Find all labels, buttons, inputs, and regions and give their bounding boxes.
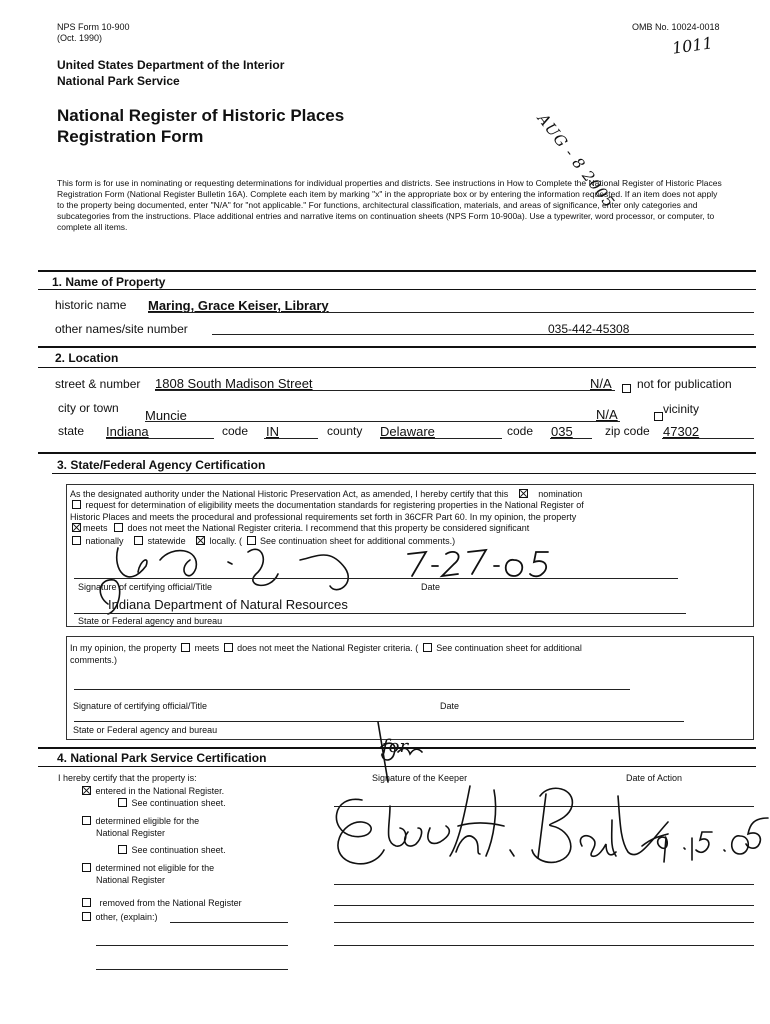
cert-para-b1a: In my opinion, the property (70, 643, 177, 653)
meets-label-b: meets (194, 643, 220, 653)
meets-checkbox[interactable] (72, 523, 81, 532)
handwritten-for-note: for (382, 736, 409, 757)
page-subtitle: Registration Form (57, 127, 204, 146)
continuation-checkbox-b[interactable] (423, 643, 432, 652)
cert-para-a2: request for determination of eligibility meets the documentation standards for registering properties in the National Register of (85, 500, 584, 510)
county-value[interactable]: Delaware (380, 424, 435, 439)
state-code-label: code (222, 424, 249, 438)
date-of-action-label: Date of Action (626, 773, 683, 783)
cert-para-b2: comments.) (70, 655, 118, 665)
zip-label: zip code (605, 424, 650, 438)
state-value[interactable]: Indiana (106, 424, 149, 439)
vicinity-label: vicinity (663, 402, 700, 416)
meets-label: meets (83, 523, 108, 533)
street-value[interactable]: 1808 South Madison Street (155, 376, 313, 391)
na-publication: N/A (590, 376, 612, 391)
eligible-label: determined eligible for the (95, 816, 200, 826)
nationally-label: nationally (85, 536, 124, 546)
zip-value[interactable]: 47302 (663, 424, 700, 439)
entered-continuation-checkbox[interactable] (118, 798, 127, 807)
agency-name: National Park Service (57, 74, 180, 88)
department-name: United States Department of the Interior (57, 58, 285, 72)
section3-heading: 3. State/Federal Agency Certification (57, 458, 266, 472)
cert-para-b1c: does not meet the National Register criteria. ( (237, 643, 419, 653)
other-names-label: other names/site number (55, 322, 188, 336)
does-not-meet-checkbox-b[interactable] (224, 643, 233, 652)
date-label-b: Date (440, 701, 460, 711)
statewide-checkbox[interactable] (134, 536, 143, 545)
removed-label: removed from the National Register (99, 898, 242, 908)
na-vicinity: N/A (596, 407, 618, 422)
omb-number: OMB No. 10024-0018 (632, 22, 720, 32)
signature-label-a: Signature of certifying official/Title (78, 582, 213, 592)
locally-checkbox[interactable] (196, 536, 205, 545)
certify-statement: I hereby certify that the property is: (58, 773, 197, 783)
locally-label: locally. ( (209, 536, 242, 546)
cert-para-a1: As the designated authority under the National Historic Preservation Act, as amended, I hereby certify that this (70, 489, 509, 499)
city-value[interactable]: Muncie (145, 408, 187, 423)
county-code-value[interactable]: 035 (551, 424, 573, 439)
not-eligible-label-2: National Register (96, 875, 166, 885)
section4-heading: 4. National Park Service Certification (57, 751, 267, 765)
agency-label-b: State or Federal agency and bureau (73, 725, 218, 735)
entered-continuation-label: See continuation sheet. (131, 798, 226, 808)
handwritten-number: 1011 (670, 33, 714, 58)
statewide-label: statewide (147, 536, 186, 546)
does-not-meet-checkbox[interactable] (114, 523, 123, 532)
nomination-label: nomination (538, 489, 583, 499)
instructions: This form is for use in nominating or requesting determinations for individual properties and districts. See instructions in How to Complete the National Register of Historic Places Registration Form (National Register Bulletin 16A). Complete each item by marking "x" in the appropriate box or by entering the information requested. If an item does not apply to the property being documented, enter "N/A" for "not applicable." For functions, architectural classification, materials, and areas of significance, enter only categories and subcategories from the instructions. Place additional entries and narrative items on continuation sheets (NPS Form 10-900a). Use a typewriter, word processor, or computer, to complete all items. (57, 178, 722, 232)
received-stamp: AUG - 8 2005 (533, 110, 619, 212)
form-date: (Oct. 1990) (57, 33, 103, 43)
removed-checkbox[interactable] (82, 898, 91, 907)
entered-label: entered in the National Register. (95, 786, 225, 796)
street-label: street & number (55, 377, 141, 391)
state-code-value[interactable]: IN (266, 424, 279, 439)
historic-name-value[interactable]: Maring, Grace Keiser, Library (148, 298, 329, 313)
nomination-checkbox[interactable] (519, 489, 528, 498)
agency-label-a: State or Federal agency and bureau (78, 616, 223, 626)
eligible-continuation-checkbox[interactable] (118, 845, 127, 854)
eligible-continuation-label: See continuation sheet. (131, 845, 226, 855)
cert-para-a4: does not meet the National Register criteria. I recommend that this property be considered significant (127, 523, 530, 533)
page-title: National Register of Historic Places (57, 106, 345, 125)
site-number-value[interactable]: 035-442-45308 (548, 322, 630, 336)
county-label: county (327, 424, 363, 438)
cert-para-b1d: See continuation sheet for additional (436, 643, 582, 653)
request-determination-checkbox[interactable] (72, 500, 81, 509)
county-code-label: code (507, 424, 534, 438)
keeper-signature-label: Signature of the Keeper (372, 773, 468, 783)
state-label: state (58, 424, 85, 438)
date-label-a: Date (421, 582, 441, 592)
entered-checkbox[interactable] (82, 786, 91, 795)
continuation-checkbox-a[interactable] (247, 536, 256, 545)
section1-heading: 1. Name of Property (52, 275, 166, 289)
not-for-publication-checkbox[interactable] (622, 384, 631, 393)
section2-heading: 2. Location (55, 351, 119, 365)
meets-checkbox-b[interactable] (181, 643, 190, 652)
historic-name-label: historic name (55, 298, 127, 312)
not-for-publication-label: not for publication (637, 377, 732, 391)
agency-value[interactable]: Indiana Department of Natural Resources (108, 597, 348, 612)
eligible-checkbox[interactable] (82, 816, 91, 825)
not-eligible-label: determined not eligible for the (95, 863, 215, 873)
other-checkbox[interactable] (82, 912, 91, 921)
not-eligible-checkbox[interactable] (82, 863, 91, 872)
eligible-label-2: National Register (96, 828, 166, 838)
nationally-checkbox[interactable] (72, 536, 81, 545)
cert-para-a3: Historic Places and meets the procedural and professional requirements set forth in 36CFR Part 60. In my opinion, the property (70, 512, 577, 522)
city-label: city or town (58, 401, 119, 415)
other-label: other, (explain:) (95, 912, 158, 922)
form-number: NPS Form 10-900 (57, 22, 130, 32)
continuation-label-a: See continuation sheet for additional comments.) (260, 536, 456, 546)
signature-label-b: Signature of certifying official/Title (73, 701, 208, 711)
